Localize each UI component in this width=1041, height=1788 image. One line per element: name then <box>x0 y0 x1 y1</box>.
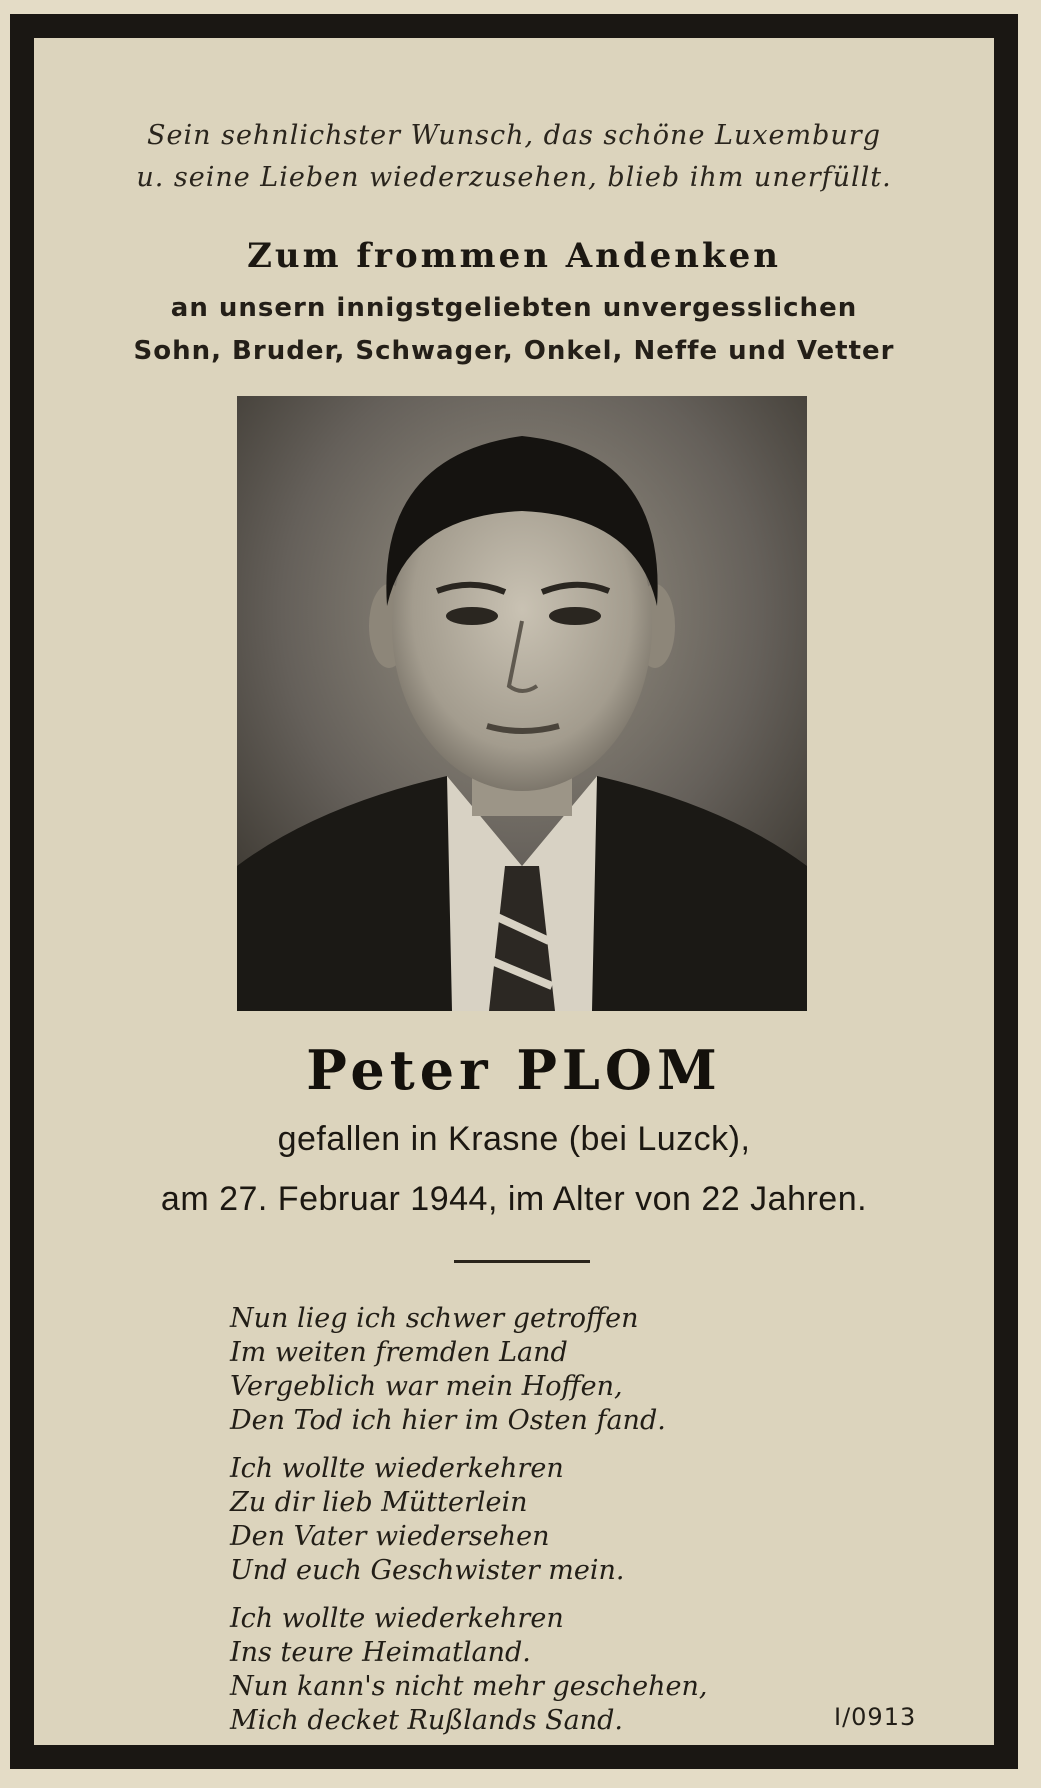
death-date: am 27. Februar 1944, im Alter von 22 Jahren. <box>160 1180 868 1218</box>
poem-line: Zu dir lieb Mütterlein <box>230 1487 528 1518</box>
divider-rule <box>454 1260 590 1263</box>
poem-stanza-1 <box>230 1302 666 1438</box>
card-content <box>34 38 994 1745</box>
poem-line: Den Vater wiedersehen <box>230 1521 550 1552</box>
portrait-photo <box>237 396 807 1011</box>
poem-line: Nun lieg ich schwer getroffen <box>230 1303 639 1334</box>
poem-line: Mich decket Rußlands Sand. <box>230 1705 623 1736</box>
poem-line: Und euch Geschwister mein. <box>230 1555 625 1586</box>
poem-stanza-2 <box>230 1452 625 1588</box>
card-code: I/0913 <box>834 1703 917 1731</box>
subheading-line-2: Sohn, Bruder, Schwager, Onkel, Neffe und Vetter <box>133 336 895 366</box>
memorial-card <box>10 14 1018 1769</box>
poem-line: Im weiten fremden Land <box>230 1337 568 1368</box>
poem-stanza-3 <box>230 1602 707 1738</box>
poem-line: Ins teure Heimatland. <box>230 1637 531 1668</box>
poem-line: Nun kann's nicht mehr geschehen, <box>230 1671 708 1702</box>
poem-line: Ich wollte wiederkehren <box>230 1453 564 1484</box>
deceased-name: Peter PLOM <box>306 1038 722 1102</box>
heading: Zum frommen Andenken <box>247 236 781 276</box>
poem-line: Vergeblich war mein Hoffen, <box>230 1371 623 1402</box>
subheading-line-1: an unsern innigstgeliebten unvergesslichen <box>170 293 858 323</box>
poem-line: Den Tod ich hier im Osten fand. <box>230 1405 666 1436</box>
poem-line: Ich wollte wiederkehren <box>230 1603 564 1634</box>
death-place: gefallen in Krasne (bei Luzck), <box>277 1120 751 1158</box>
intro-line-1: Sein sehnlichster Wunsch, das schöne Luxemburg <box>147 120 881 151</box>
portrait-illustration <box>237 396 807 1011</box>
intro-line-2: u. seine Lieben wiederzusehen, blieb ihm unerfüllt. <box>136 162 892 193</box>
